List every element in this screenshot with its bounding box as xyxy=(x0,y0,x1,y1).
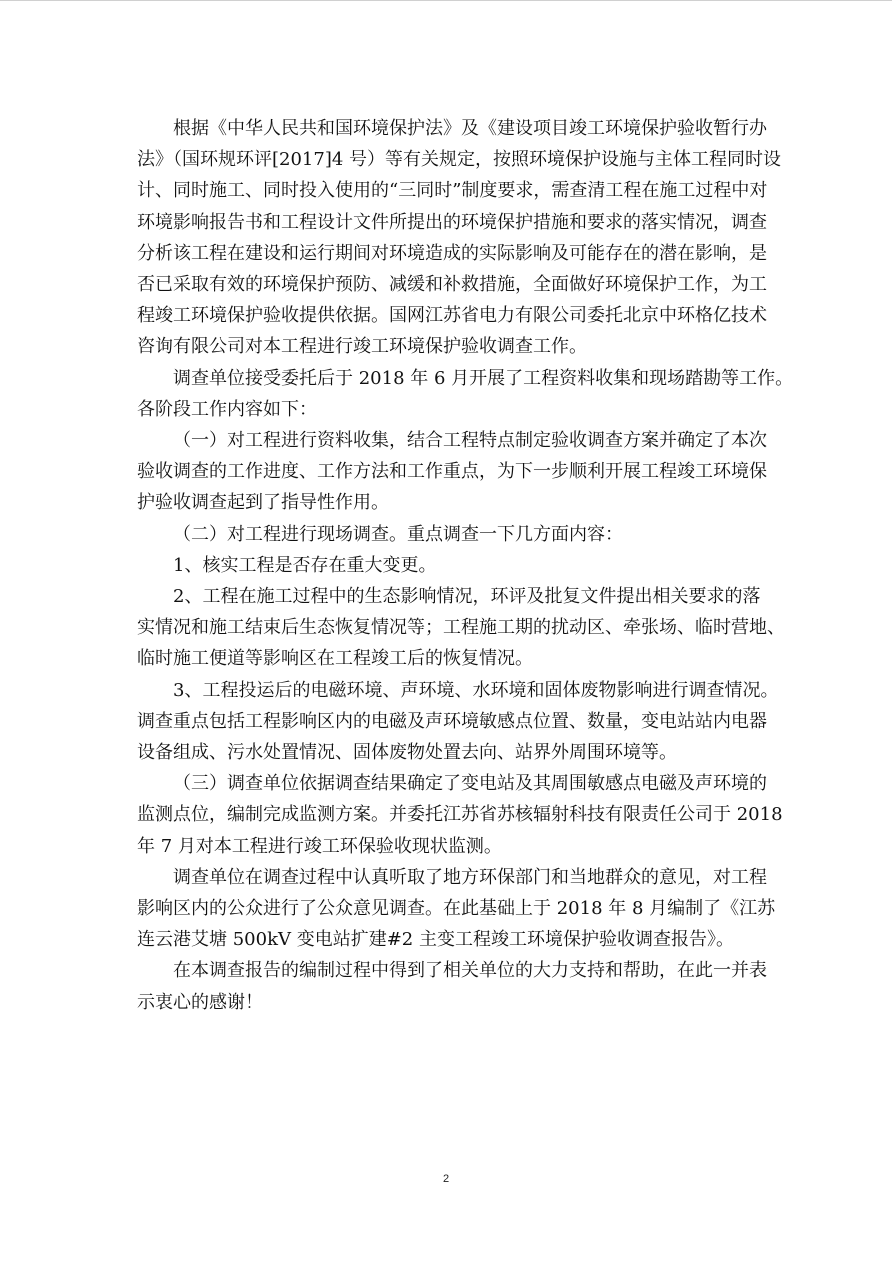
text-line: 法》（国环规环评[2017]4 号）等有关规定，按照环境保护设施与主体工程同时设 xyxy=(137,149,782,171)
text-line: 实情况和施工结束后生态恢复情况等；工程施工期的扰动区、牵张场、临时营地、 xyxy=(137,617,785,639)
text-line: 在本调查报告的编制过程中得到了相关单位的大力支持和帮助，在此一并表 xyxy=(173,960,767,982)
text-line: 程竣工环境保护验收提供依据。国网江苏省电力有限公司委托北京中环格亿技术 xyxy=(137,305,767,327)
text-line: 各阶段工作内容如下： xyxy=(137,398,317,420)
text-line: 护验收调查起到了指导性作用。 xyxy=(137,492,389,514)
text-line: 调查单位在调查过程中认真听取了地方环保部门和当地群众的意见，对工程 xyxy=(173,866,767,888)
text-line: （三）调查单位依据调查结果确定了变电站及其周围敏感点电磁及声环境的 xyxy=(173,773,767,795)
text-line: （二）对工程进行现场调查。重点调查一下几方面内容： xyxy=(173,523,623,545)
paragraph-stage-2 xyxy=(137,519,760,550)
text-line: 调查重点包括工程影响区内的电磁及声环境敏感点位置、数量，变电站站内电器 xyxy=(137,710,767,732)
text-line: 调查单位接受委托后于 2018 年 6 月开展了工程资料收集和现场踏勘等工作。 xyxy=(173,367,794,389)
text-line: 影响区内的公众进行了公众意见调查。在此基础上于 2018 年 8 月编制了《江苏 xyxy=(137,898,776,920)
paragraph-item-1 xyxy=(137,550,760,581)
paragraph-public-opinion xyxy=(137,862,776,956)
text-line: 分析该工程在建设和运行期间对环境造成的实际影响及可能存在的潜在影响，是 xyxy=(137,242,767,264)
text-line: 年 7 月对本工程进行竣工环保验收现状监测。 xyxy=(137,835,502,857)
paragraph-intro xyxy=(137,113,782,363)
text-line: 环境影响报告书和工程设计文件所提出的环境保护措施和要求的落实情况，调查 xyxy=(137,211,767,233)
text-line: 否已采取有效的环境保护预防、减缓和补救措施，全面做好环境保护工作，为工 xyxy=(137,274,767,296)
text-line: 监测点位，编制完成监测方案。并委托江苏省苏核辐射科技有限责任公司于 2018 xyxy=(137,804,783,826)
page-number: 2 xyxy=(442,1173,450,1185)
document-body xyxy=(137,113,794,1018)
text-line: （一）对工程进行资料收集，结合工程特点制定验收调查方案并确定了本次 xyxy=(173,430,767,452)
text-line: 示衷心的感谢！ xyxy=(137,991,263,1013)
paragraph-stages xyxy=(137,363,794,425)
paragraph-thanks xyxy=(137,955,767,1017)
paragraph-item-2 xyxy=(137,581,785,675)
paragraph-stage-3 xyxy=(137,768,783,862)
text-line: 根据《中华人民共和国环境保护法》及《建设项目竣工环境保护验收暂行办 xyxy=(173,118,767,139)
text-line: 1、核实工程是否存在重大变更。 xyxy=(173,554,437,576)
paragraph-item-3 xyxy=(137,675,779,769)
text-line: 计、同时施工、同时投入使用的“三同时”制度要求，需查清工程在施工过程中对 xyxy=(137,180,768,202)
text-line: 临时施工便道等影响区在工程竣工后的恢复情况。 xyxy=(137,648,533,670)
text-line: 2、工程在施工过程中的生态影响情况，环评及批复文件提出相关要求的落 xyxy=(173,586,761,608)
text-line: 设备组成、污水处置情况、固体废物处置去向、站界外周围环境等。 xyxy=(137,742,677,764)
text-line: 验收调查的工作进度、工作方法和工作重点，为下一步顺利开展工程竣工环境保 xyxy=(137,461,767,483)
text-line: 连云港艾塘 500kV 变电站扩建#2 主变工程竣工环境保护验收调查报告》。 xyxy=(137,929,734,951)
text-line: 咨询有限公司对本工程进行竣工环境保护验收调查工作。 xyxy=(137,336,587,358)
text-line: 3、工程投运后的电磁环境、声环境、水环境和固体废物影响进行调查情况。 xyxy=(173,679,779,701)
paragraph-stage-1 xyxy=(137,425,767,519)
